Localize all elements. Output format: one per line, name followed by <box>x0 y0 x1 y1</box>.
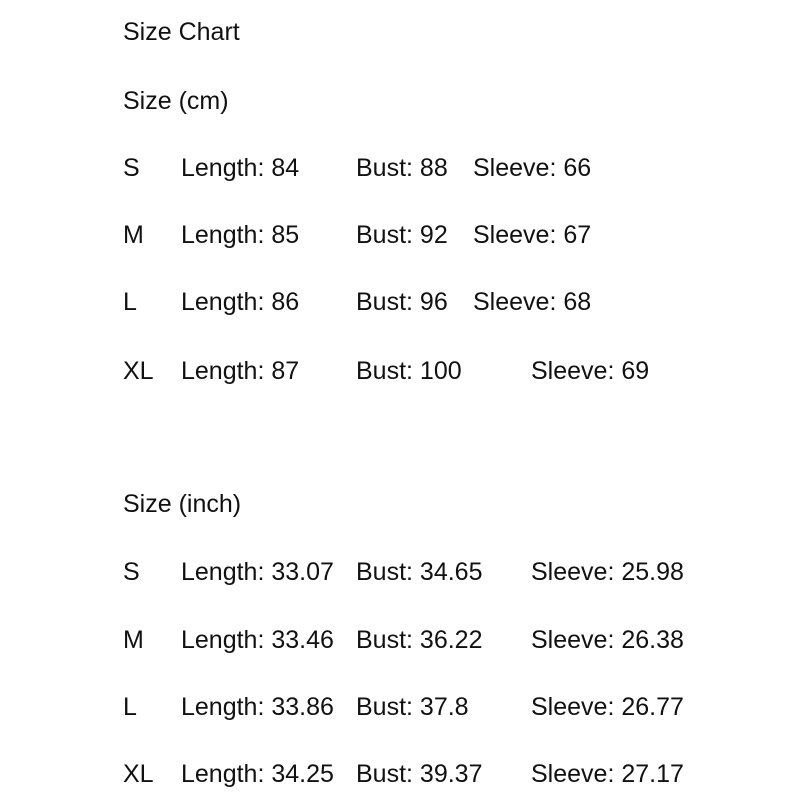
table-row <box>0 759 800 789</box>
table-row <box>0 557 800 587</box>
sleeve-value: Sleeve: 25.98 <box>531 558 684 586</box>
sleeve-value: Sleeve: 69 <box>531 357 650 385</box>
bust-value: Bust: 37.8 <box>356 693 469 721</box>
bust-value: Bust: 92 <box>356 221 448 249</box>
section-heading-cm: Size (cm) <box>123 87 229 115</box>
size-label: L <box>123 693 137 721</box>
length-value: Length: 84 <box>181 154 300 182</box>
sleeve-value: Sleeve: 26.77 <box>531 693 684 721</box>
length-value: Length: 34.25 <box>181 760 334 788</box>
size-label: M <box>123 221 144 249</box>
section-heading-inch: Size (inch) <box>123 490 242 518</box>
size-label: S <box>123 154 140 182</box>
bust-value: Bust: 100 <box>356 357 462 385</box>
size-label: XL <box>123 357 154 385</box>
length-value: Length: 33.07 <box>181 558 334 586</box>
length-value: Length: 87 <box>181 357 300 385</box>
sleeve-value: Sleeve: 67 <box>473 221 592 249</box>
length-value: Length: 33.46 <box>181 626 334 654</box>
size-label: XL <box>123 760 154 788</box>
bust-value: Bust: 39.37 <box>356 760 483 788</box>
bust-value: Bust: 96 <box>356 288 448 316</box>
sleeve-value: Sleeve: 68 <box>473 288 592 316</box>
size-label: S <box>123 558 140 586</box>
table-row <box>0 625 800 655</box>
length-value: Length: 85 <box>181 221 300 249</box>
sleeve-value: Sleeve: 26.38 <box>531 626 684 654</box>
length-value: Length: 86 <box>181 288 300 316</box>
table-row <box>0 287 800 317</box>
bust-value: Bust: 88 <box>356 154 448 182</box>
length-value: Length: 33.86 <box>181 693 334 721</box>
bust-value: Bust: 34.65 <box>356 558 483 586</box>
size-label: L <box>123 288 137 316</box>
sleeve-value: Sleeve: 66 <box>473 154 592 182</box>
page-title: Size Chart <box>123 18 240 46</box>
table-row <box>0 220 800 250</box>
bust-value: Bust: 36.22 <box>356 626 483 654</box>
table-row <box>0 356 800 386</box>
table-row <box>0 153 800 183</box>
table-row <box>0 692 800 722</box>
size-label: M <box>123 626 144 654</box>
sleeve-value: Sleeve: 27.17 <box>531 760 684 788</box>
